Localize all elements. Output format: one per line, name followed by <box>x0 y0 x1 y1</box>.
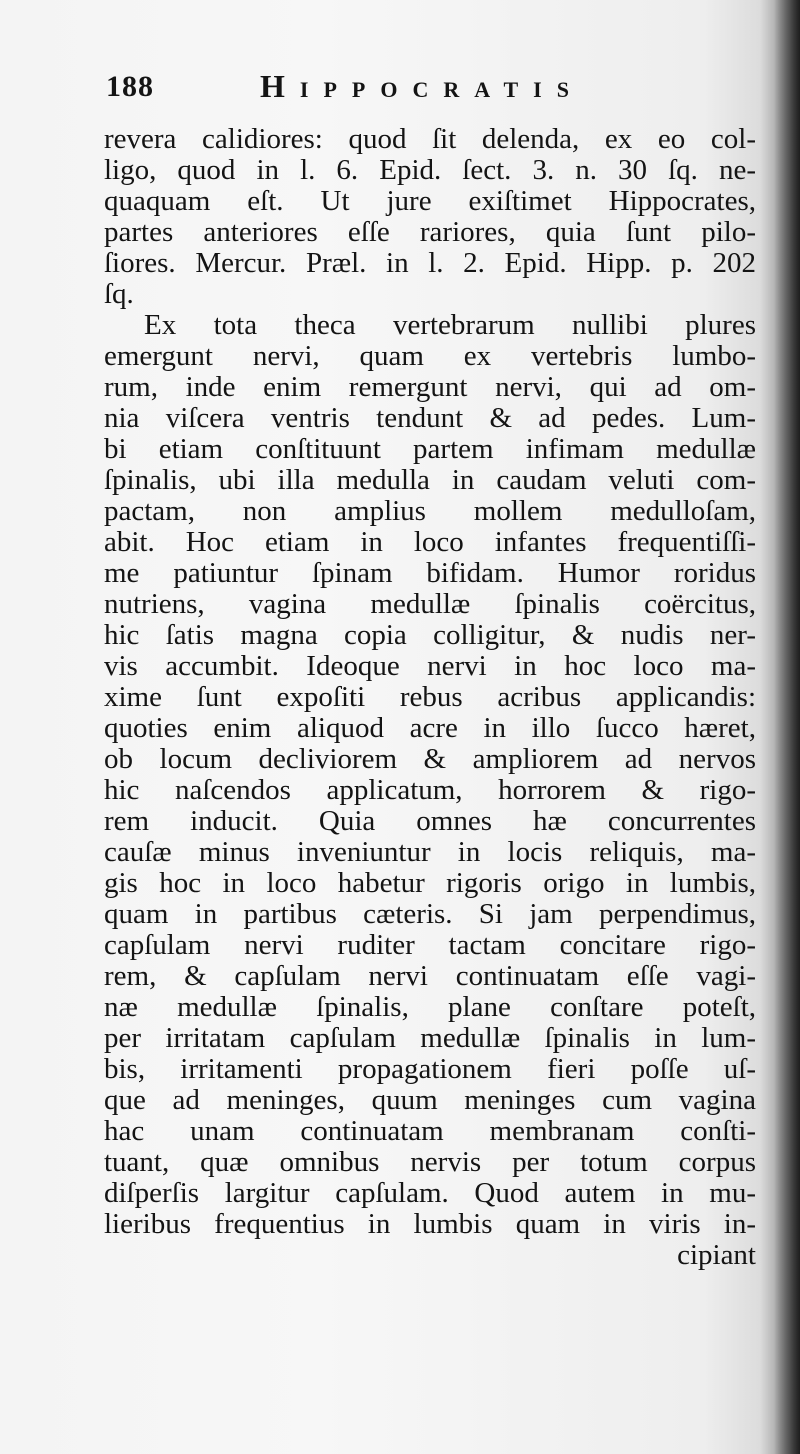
text-line: hac unam continuatam membranam conſti- <box>104 1115 756 1147</box>
text-line: tuant, quæ omnibus nervis per totum corpus <box>104 1146 756 1178</box>
text-line: rem, & capſulam nervi continuatam eſſe vagi- <box>104 960 756 992</box>
text-line: nia viſcera ventris tendunt & ad pedes. Lum- <box>104 402 756 434</box>
book-spine-shadow <box>774 0 800 1454</box>
text-line: ſpinalis, ubi illa medulla in caudam veluti com- <box>104 464 756 496</box>
text-line: rum, inde enim remergunt nervi, qui ad om- <box>104 371 756 403</box>
text-line: næ medullæ ſpinalis, plane conſtare poteſt, <box>104 991 756 1023</box>
text-line: lieribus frequentius in lumbis quam in viris in- <box>104 1208 756 1240</box>
text-line: diſperſis largitur capſulam. Quod autem in mu- <box>104 1177 756 1209</box>
text-line: ſq. <box>104 278 134 310</box>
text-line: quam in partibus cæteris. Si jam perpendimus, <box>104 898 756 930</box>
text-line: hic ſatis magna copia colligitur, & nudis ner- <box>104 619 756 651</box>
text-line: partes anteriores eſſe rariores, quia ſunt pilo- <box>104 216 756 248</box>
text-line: revera calidiores: quod ſit delenda, ex eo col- <box>104 123 756 155</box>
text-line: vis accumbit. Ideoque nervi in hoc loco ma- <box>104 650 756 682</box>
text-line: emergunt nervi, quam ex vertebris lumbo- <box>104 340 756 372</box>
page-header <box>106 66 766 110</box>
catchword: cipiant <box>677 1239 756 1271</box>
text-line: per irritatam capſulam medullæ ſpinalis in lum- <box>104 1022 756 1054</box>
text-line: quoties enim aliquod acre in illo ſucco hæret, <box>104 712 756 744</box>
text-line: me patiuntur ſpinam bifidam. Humor roridus <box>104 557 756 589</box>
text-line: cauſæ minus inveniuntur in locis reliquis, ma- <box>104 836 756 868</box>
paragraph-first-line: Ex tota theca vertebrarum nullibi plures <box>144 309 756 341</box>
text-line: xime ſunt expoſiti rebus acribus applicandis: <box>104 681 756 713</box>
text-line: quaquam eſt. Ut jure exiſtimet Hippocrates, <box>104 185 756 217</box>
text-line: que ad meninges, quum meninges cum vagina <box>104 1084 756 1116</box>
text-line: bi etiam conſtituunt partem infimam medullæ <box>104 433 756 465</box>
text-line: abit. Hoc etiam in loco infantes frequentiſſi- <box>104 526 756 558</box>
page-number: 188 <box>106 70 154 103</box>
text-line: rem inducit. Quia omnes hæ concurrentes <box>104 805 756 837</box>
running-head: Hippocratis <box>260 68 584 104</box>
text-line: nutriens, vagina medullæ ſpinalis coërcitus, <box>104 588 756 620</box>
text-line: pactam, non amplius mollem medulloſam, <box>104 495 756 527</box>
text-line: ligo, quod in l. 6. Epid. ſect. 3. n. 30 ſq. ne- <box>104 154 756 186</box>
text-line: bis, irritamenti propagationem fieri poſſe uſ- <box>104 1053 756 1085</box>
text-line: hic naſcendos applicatum, horrorem & rigo- <box>104 774 756 806</box>
body-text <box>104 124 756 1271</box>
text-line: capſulam nervi ruditer tactam concitare rigo- <box>104 929 756 961</box>
text-line: gis hoc in loco habetur rigoris origo in lumbis, <box>104 867 756 899</box>
text-line: ſiores. Mercur. Præl. in l. 2. Epid. Hipp. p. 202 <box>104 247 756 279</box>
text-line: ob locum decliviorem & ampliorem ad nervos <box>104 743 756 775</box>
